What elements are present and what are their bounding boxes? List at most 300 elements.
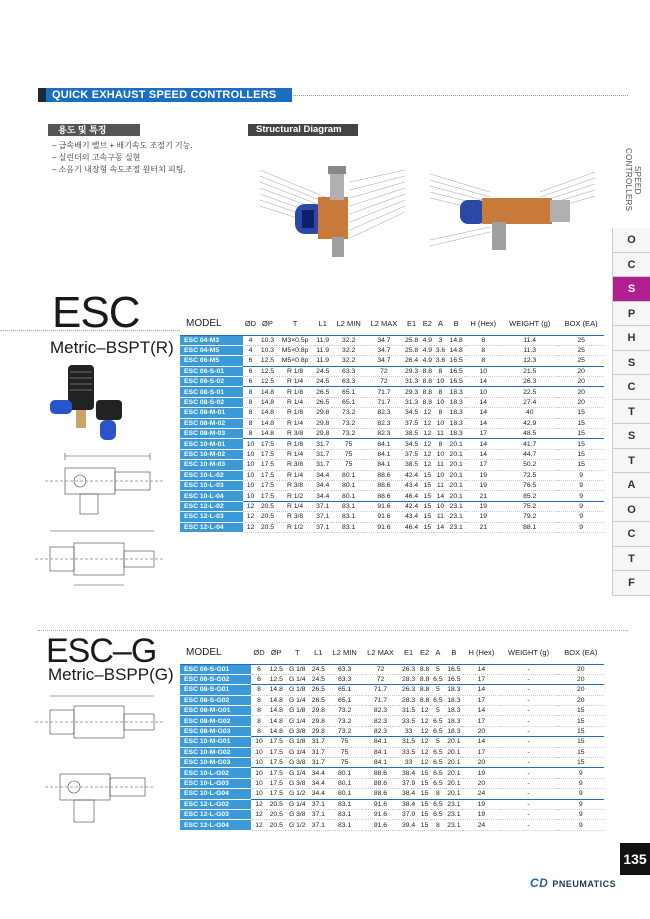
spec-cell: 20 — [463, 726, 499, 736]
category-tab[interactable]: O — [612, 498, 650, 523]
spec-cell: 9 — [558, 501, 604, 511]
spec-cell: 14.8 — [267, 716, 286, 726]
spec-cell: G 3/8 — [286, 809, 309, 819]
spec-cell: 33 — [399, 758, 418, 768]
spec-cell: 72.5 — [501, 470, 558, 480]
spec-cell: 6 — [251, 664, 267, 674]
model-cell: ESC 10-L-G04 — [180, 789, 251, 799]
spec-cell: 8 — [465, 335, 501, 345]
spec-cell: 29.8 — [309, 716, 328, 726]
spec-cell: 24.5 — [309, 664, 328, 674]
spec-cell: 37.1 — [314, 512, 332, 522]
spec-cell: - — [500, 664, 558, 674]
column-header: ØD — [251, 642, 267, 664]
spec-cell: 14.8 — [258, 408, 276, 418]
spec-cell: 15 — [421, 470, 434, 480]
spec-cell: 75 — [332, 449, 366, 459]
spec-cell: 4.9 — [422, 336, 433, 344]
spec-cell: 23.1 — [447, 522, 465, 532]
spec-cell: 6 — [251, 674, 267, 684]
spec-cell: 88.6 — [365, 480, 402, 490]
spec-cell: 19 — [465, 512, 501, 522]
table-row — [180, 664, 604, 674]
spec-cell: 12.5 — [267, 674, 286, 684]
spec-cell: 8 — [243, 408, 259, 418]
spec-cell: 10 — [465, 387, 501, 397]
spec-cell: 11 — [434, 429, 447, 439]
column-header: L1 — [309, 642, 328, 664]
spec-cell: 26.4 — [402, 356, 420, 366]
table-row — [180, 758, 604, 768]
spec-cell: G 3/8 — [286, 778, 309, 788]
spec-cell: 34.5 — [402, 408, 420, 418]
spec-cell: 34.4 — [314, 491, 332, 501]
spec-cell: R 3/8 — [277, 460, 314, 470]
spec-cell: 23.1 — [447, 501, 465, 511]
spec-cell: 10 — [243, 449, 259, 459]
table-row — [180, 470, 604, 480]
spec-cell: 11.9 — [314, 335, 332, 345]
spec-cell: 84.1 — [365, 460, 402, 470]
features-heading: 용도 및 특징 — [48, 124, 140, 136]
spec-cell: 37.5 — [402, 449, 420, 459]
spec-cell: 21.5 — [501, 366, 558, 376]
spec-cell: R 3/8 — [277, 429, 314, 439]
structural-heading: Structural Diagram — [248, 124, 358, 136]
spec-cell: 20.1 — [447, 491, 465, 501]
spec-cell: 15 — [421, 491, 434, 501]
model-cell: ESC 12-L-G03 — [180, 809, 251, 819]
spec-cell: 80.1 — [332, 491, 366, 501]
spec-cell: 9 — [558, 778, 604, 788]
column-header: E1 — [402, 313, 420, 335]
column-header: B — [447, 313, 465, 335]
spec-cell: 19 — [465, 501, 501, 511]
section-banner — [38, 88, 292, 102]
spec-cell: 18.3 — [445, 706, 464, 716]
model-cell: ESC 04-M5 — [180, 345, 243, 355]
table-row — [180, 716, 604, 726]
spec-cell: 24 — [463, 789, 499, 799]
table-row — [180, 439, 604, 449]
category-tab[interactable]: C — [612, 522, 650, 547]
spec-cell: 84.1 — [362, 758, 400, 768]
spec-cell: 38.4 — [399, 768, 418, 778]
spec-cell: 15 — [558, 408, 604, 418]
category-tab[interactable]: C — [612, 375, 650, 400]
model-cell: ESC 08-M-G03 — [180, 726, 251, 736]
spec-cell: 19 — [463, 799, 499, 809]
spec-cell: 20 — [558, 674, 604, 684]
spec-cell: 20.1 — [447, 470, 465, 480]
spec-cell: 91.6 — [362, 799, 400, 809]
spec-cell: 84.1 — [365, 439, 402, 449]
spec-cell: 20.1 — [447, 439, 465, 449]
table-row — [180, 778, 604, 788]
spec-cell: 20.1 — [445, 778, 464, 788]
spec-cell: 24 — [463, 820, 499, 830]
spec-cell: 4.9 — [422, 357, 433, 365]
spec-cell: - — [500, 778, 558, 788]
table-row — [180, 799, 604, 809]
model-cell: ESC 06-S-02 — [180, 377, 243, 387]
spec-cell: 15 — [558, 737, 604, 747]
spec-cell: 10 — [251, 768, 267, 778]
spec-cell: 33.5 — [399, 716, 418, 726]
structural-diagram-elbow — [420, 152, 605, 262]
spec-cell: 17 — [465, 460, 501, 470]
spec-cell: 15 — [421, 501, 434, 511]
spec-cell: 76.5 — [501, 480, 558, 490]
spec-cell: - — [500, 799, 558, 809]
spec-cell: 71.7 — [365, 387, 402, 397]
spec-cell: G 1/4 — [286, 747, 309, 757]
spec-cell: 75 — [328, 737, 362, 747]
spec-cell: 10 — [243, 470, 259, 480]
spec-cell: R 1/4 — [277, 470, 314, 480]
spec-cell: - — [500, 674, 558, 684]
spec-cell: 88.6 — [362, 768, 400, 778]
spec-cell: M5×0.8p — [277, 345, 314, 355]
model-cell: ESC 06-S-G01 — [180, 664, 251, 674]
spec-cell: 20.1 — [445, 747, 464, 757]
spec-cell: 12.5 — [258, 356, 276, 366]
spec-cell: 75.2 — [501, 501, 558, 511]
sidebar-title: SPEED CONTROLLERS — [624, 148, 642, 212]
spec-cell: 4 — [243, 345, 259, 355]
spec-cell: 6 — [243, 377, 259, 387]
model-cell: ESC 12-L-02 — [180, 501, 243, 511]
table-row — [180, 737, 604, 747]
spec-cell: 15 — [418, 789, 431, 799]
spec-cell: 17.5 — [267, 747, 286, 757]
spec-cell: 10 — [243, 480, 259, 490]
spec-cell: 72 — [362, 674, 400, 684]
spec-cell: 5 — [431, 685, 444, 695]
spec-cell: 20 — [558, 377, 604, 387]
column-header: ØP — [267, 642, 286, 664]
spec-cell: 21 — [465, 522, 501, 532]
model-cell: ESC 08-M-03 — [180, 429, 243, 439]
spec-cell: 15 — [418, 768, 431, 778]
spec-cell: 9 — [558, 820, 604, 830]
spec-cell: 63.3 — [332, 366, 366, 376]
model-cell: ESC 10-M-01 — [180, 439, 243, 449]
spec-cell: 20.1 — [445, 737, 464, 747]
brand-name: PNEUMATICS — [552, 879, 617, 889]
spec-cell: 29.8 — [309, 706, 328, 716]
spec-cell: 19 — [463, 768, 499, 778]
model-cell: ESC 10-M-03 — [180, 460, 243, 470]
model-cell: ESC 10-M-G03 — [180, 758, 251, 768]
category-tab[interactable]: F — [612, 571, 650, 596]
table-row — [180, 429, 604, 439]
spec-cell: 12 — [418, 737, 431, 747]
spec-cell: 12 — [418, 758, 431, 768]
spec-cell: 12 — [251, 799, 267, 809]
spec-cell: 27.4 — [501, 397, 558, 407]
spec-cell: 8 — [431, 820, 444, 830]
spec-cell: 14.8 — [258, 397, 276, 407]
spec-cell: 14 — [434, 491, 447, 501]
spec-cell: 6.5 — [433, 759, 443, 767]
model-cell: ESC 10-M-G02 — [180, 747, 251, 757]
spec-cell: 12 — [421, 418, 434, 428]
category-tab[interactable]: C — [612, 253, 650, 278]
esc-dimension-drawing-1 — [40, 450, 170, 520]
spec-cell: 17.5 — [258, 491, 276, 501]
spec-cell: 9 — [558, 470, 604, 480]
spec-cell: R 1/2 — [277, 491, 314, 501]
spec-cell: 72 — [365, 366, 402, 376]
model-cell: ESC 08-M-G02 — [180, 716, 251, 726]
spec-cell: 8.8 — [422, 367, 433, 375]
spec-cell: 5 — [431, 706, 444, 716]
brand-logo — [530, 876, 616, 890]
category-tab[interactable]: T — [612, 547, 650, 572]
category-tab[interactable]: S — [612, 277, 650, 302]
spec-cell: 8 — [243, 397, 259, 407]
spec-cell: 17.5 — [267, 758, 286, 768]
esc-product-photo — [40, 360, 130, 445]
table-row — [180, 747, 604, 757]
spec-cell: 18.3 — [447, 397, 465, 407]
spec-cell: 16.5 — [447, 366, 465, 376]
spec-cell: 12.5 — [267, 664, 286, 674]
spec-cell: G 1/4 — [286, 674, 309, 684]
category-tab[interactable]: P — [612, 302, 650, 327]
spec-cell: 82.3 — [362, 716, 400, 726]
esc-subtitle: Metric–BSPT(R) — [50, 338, 174, 357]
spec-cell: 17.5 — [267, 737, 286, 747]
spec-cell: 4 — [243, 335, 259, 345]
spec-cell: 10 — [251, 747, 267, 757]
spec-cell: 85.2 — [501, 491, 558, 501]
category-tab[interactable]: T — [612, 400, 650, 425]
spec-cell: R 1/4 — [277, 449, 314, 459]
spec-cell: 8.8 — [419, 696, 430, 704]
spec-cell: 75 — [328, 747, 362, 757]
table-row — [180, 460, 604, 470]
spec-cell: 18.3 — [447, 408, 465, 418]
table-row — [180, 356, 604, 366]
spec-cell: 3 — [434, 335, 447, 345]
spec-cell: 10 — [434, 418, 447, 428]
model-cell: ESC 08-S-02 — [180, 397, 243, 407]
spec-cell: 15 — [558, 439, 604, 449]
spec-cell: 42.9 — [501, 418, 558, 428]
spec-cell: 10 — [434, 470, 447, 480]
spec-cell: 75 — [332, 439, 366, 449]
model-cell: ESC 12-L-04 — [180, 522, 243, 532]
spec-cell: R 1/8 — [277, 366, 314, 376]
spec-cell: 6.5 — [433, 696, 443, 704]
table-row — [180, 335, 604, 345]
category-tab[interactable]: H — [612, 326, 650, 351]
spec-cell: 31.5 — [399, 706, 418, 716]
spec-cell: 29.3 — [402, 387, 420, 397]
spec-cell: - — [500, 737, 558, 747]
spec-cell: 15 — [558, 758, 604, 768]
spec-cell: 31.5 — [399, 737, 418, 747]
spec-cell: 12 — [421, 449, 434, 459]
spec-cell: 34.4 — [309, 778, 328, 788]
spec-cell: 12 — [243, 512, 259, 522]
escg-divider — [38, 630, 628, 631]
spec-cell: 20.1 — [447, 449, 465, 459]
spec-cell: 17.5 — [267, 768, 286, 778]
model-cell: ESC 12-L-G02 — [180, 799, 251, 809]
category-tab[interactable]: S — [612, 424, 650, 449]
spec-cell: 32.2 — [332, 335, 366, 345]
spec-cell: 24.5 — [314, 377, 332, 387]
page-number: 135 — [620, 843, 650, 875]
spec-cell: 15 — [418, 799, 431, 809]
spec-cell: 38.5 — [402, 429, 420, 439]
spec-cell: - — [500, 758, 558, 768]
spec-cell: R 1/4 — [277, 501, 314, 511]
spec-cell: M5×0.8p — [277, 356, 314, 366]
feature-item: – 실린더의 고속구동 실현 — [52, 153, 141, 162]
spec-cell: 12.5 — [258, 377, 276, 387]
spec-cell: - — [500, 820, 558, 830]
spec-cell: 63.3 — [328, 664, 362, 674]
spec-cell: 8 — [243, 387, 259, 397]
spec-cell: 63.3 — [328, 674, 362, 684]
category-tab[interactable]: S — [612, 351, 650, 376]
spec-cell: R 1/8 — [277, 387, 314, 397]
spec-cell: R 1/2 — [277, 522, 314, 532]
table-row — [180, 366, 604, 376]
model-cell: ESC 06-M5 — [180, 356, 243, 366]
model-cell: ESC 08-S-G02 — [180, 695, 251, 705]
spec-cell: 15 — [418, 820, 431, 830]
spec-cell: 6.5 — [433, 728, 443, 736]
table-row — [180, 512, 604, 522]
spec-cell: 40 — [501, 408, 558, 418]
table-row — [180, 820, 604, 830]
spec-cell: 14.8 — [267, 706, 286, 716]
spec-cell: 3.6 — [435, 357, 446, 365]
column-header: T — [277, 313, 314, 335]
spec-cell: R 3/8 — [277, 480, 314, 490]
spec-cell: 73.2 — [332, 408, 366, 418]
spec-cell: 12 — [418, 726, 431, 736]
spec-cell: 15 — [558, 726, 604, 736]
spec-cell: 14 — [463, 737, 499, 747]
spec-cell: 16.5 — [447, 356, 465, 366]
spec-cell: 10.3 — [258, 335, 276, 345]
spec-cell: - — [500, 685, 558, 695]
spec-cell: 8 — [431, 789, 444, 799]
column-header: T — [286, 642, 309, 664]
model-cell: ESC 10-L-04 — [180, 491, 243, 501]
spec-cell: 24.5 — [314, 366, 332, 376]
column-header: MODEL — [180, 313, 243, 335]
category-tab[interactable]: A — [612, 473, 650, 498]
spec-cell: 91.6 — [365, 522, 402, 532]
model-cell: ESC 10-L-03 — [180, 480, 243, 490]
spec-cell: 8 — [243, 418, 259, 428]
spec-cell: 12 — [418, 716, 431, 726]
spec-cell: 15 — [418, 778, 431, 788]
spec-cell: 11.4 — [501, 335, 558, 345]
spec-cell: 71.7 — [362, 695, 400, 705]
spec-cell: G 1/4 — [286, 695, 309, 705]
spec-cell: 33 — [399, 726, 418, 736]
column-header: L2 MAX — [365, 313, 402, 335]
spec-cell: 15 — [558, 449, 604, 459]
category-tab[interactable]: O — [612, 228, 650, 253]
spec-cell: 12 — [243, 522, 259, 532]
spec-cell: 17.5 — [258, 439, 276, 449]
spec-cell: M3×0.5p — [277, 335, 314, 345]
table-row — [180, 768, 604, 778]
spec-cell: 16.5 — [447, 377, 465, 387]
spec-cell: 3.6 — [435, 347, 446, 355]
spec-cell: 17.5 — [258, 470, 276, 480]
column-header: E1 — [399, 642, 418, 664]
spec-cell: 14 — [463, 685, 499, 695]
spec-cell: 24.5 — [309, 674, 328, 684]
spec-cell: 18.3 — [445, 685, 464, 695]
spec-cell: 34.4 — [309, 789, 328, 799]
escg-dimension-drawing-2 — [40, 760, 160, 830]
spec-cell: 14.8 — [267, 685, 286, 695]
spec-cell: G 1/8 — [286, 685, 309, 695]
table-row — [180, 449, 604, 459]
column-header: ØP — [258, 313, 276, 335]
escg-dimension-drawing-1 — [30, 690, 170, 755]
spec-cell: 19 — [463, 809, 499, 819]
spec-cell: 83.1 — [328, 820, 362, 830]
spec-cell: 73.2 — [332, 429, 366, 439]
spec-cell: 8 — [243, 429, 259, 439]
spec-cell: 12 — [421, 429, 434, 439]
spec-cell: G 1/8 — [286, 737, 309, 747]
spec-cell: 65.1 — [332, 397, 366, 407]
banner-marker — [38, 88, 46, 102]
spec-cell: 31.7 — [314, 460, 332, 470]
spec-cell: 37.5 — [402, 418, 420, 428]
table-row — [180, 491, 604, 501]
spec-cell: 9 — [558, 789, 604, 799]
spec-cell: 15 — [558, 716, 604, 726]
spec-cell: 15 — [558, 429, 604, 439]
model-cell: ESC 10-M-G01 — [180, 737, 251, 747]
spec-cell: 6.5 — [433, 811, 443, 819]
spec-cell: 17.5 — [258, 460, 276, 470]
spec-cell: 26.5 — [309, 695, 328, 705]
category-tab[interactable]: T — [612, 449, 650, 474]
spec-cell: 18.3 — [445, 726, 464, 736]
spec-cell: 26.5 — [314, 397, 332, 407]
spec-cell: 20.1 — [445, 758, 464, 768]
spec-cell: - — [500, 747, 558, 757]
structural-diagram-straight — [250, 152, 415, 262]
column-header: E2 — [418, 642, 431, 664]
spec-cell: 91.6 — [362, 809, 400, 819]
spec-cell: 20 — [463, 758, 499, 768]
spec-cell: 17 — [463, 747, 499, 757]
spec-cell: 20.1 — [447, 460, 465, 470]
spec-cell: 14 — [434, 522, 447, 532]
spec-cell: 88.6 — [365, 491, 402, 501]
spec-cell: - — [500, 716, 558, 726]
spec-cell: 15 — [558, 460, 604, 470]
spec-cell: 14 — [463, 706, 499, 716]
table-row — [180, 387, 604, 397]
